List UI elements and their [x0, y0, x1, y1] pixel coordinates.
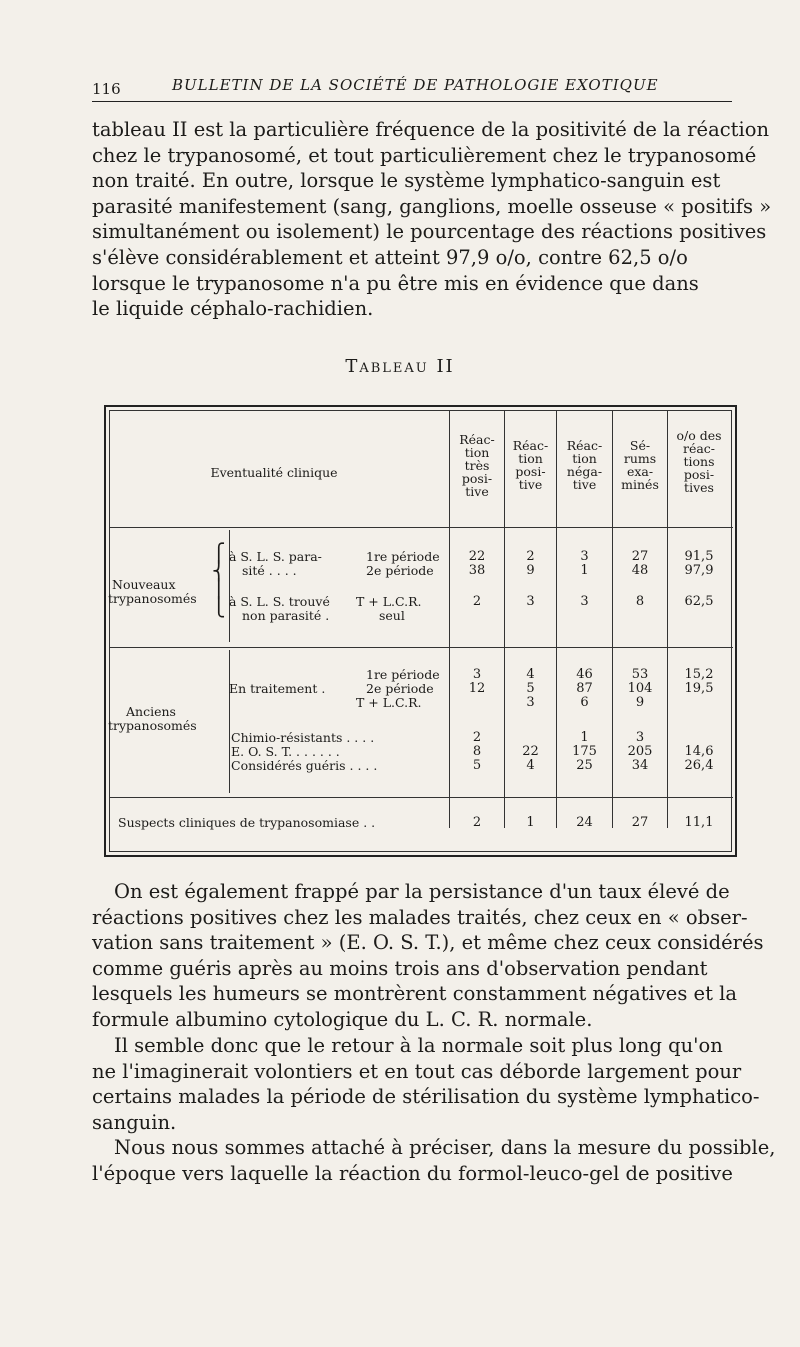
text-line: lorsque le trypanosome n'a pu être mis en évidence que dans [92, 271, 699, 295]
group-anciens-label: Anciens [126, 704, 176, 719]
cell-value: 9 [635, 695, 645, 710]
text-line: réactions positives chez les malades traités, chez ceux en « obser- [92, 905, 748, 929]
header-clinical: Eventualité clinique [210, 465, 338, 480]
text-line: chez le trypanosomé, et tout particulièrement chez le trypanosomé [92, 143, 757, 167]
cell-value: 1 [580, 563, 589, 578]
row-label: sité . . . . [242, 563, 297, 578]
cell-value: 4 [526, 667, 535, 682]
row-label: 2e période [366, 563, 434, 578]
cell-value: 3 [580, 549, 589, 564]
cell-value: 11,1 [684, 815, 714, 830]
cell-value: 12 [468, 681, 486, 696]
cell-value: 6 [580, 695, 589, 710]
row-label-suspects: Suspects cliniques de trypanosomiase . . [118, 815, 376, 830]
cell-value: 27 [631, 815, 649, 830]
cell-value: 1 [580, 730, 589, 745]
cell-value: 27 [631, 549, 649, 564]
cell-value: 3 [635, 730, 645, 745]
row-label: à S. L. S. para- [229, 549, 322, 564]
brace-glyph: ⎧ [212, 543, 226, 564]
row-label: Chimio-résistants . . . . [231, 730, 375, 745]
header-percent: o/o des réac- tions posi- tives [676, 428, 722, 495]
row-label-divider [229, 530, 230, 642]
cell-value: 22 [468, 549, 486, 564]
row-label: à S. L. S. trouvé [229, 594, 330, 609]
group-nouveaux-label: trypanosomés [108, 591, 197, 606]
row-label: T + L.C.R. [356, 695, 422, 710]
row-label: 1re période [366, 549, 440, 564]
paragraph-epoque [92, 1135, 776, 1186]
cell-value: 48 [631, 563, 649, 578]
text-line: simultanément ou isolement) le pourcentage des réactions positives [92, 220, 767, 244]
group-nouveaux-label: Nouveaux [112, 577, 176, 592]
cell-value: 4 [526, 758, 535, 773]
data-table [104, 405, 737, 857]
brace-glyph: ⎨ [212, 561, 226, 582]
text-line: On est également frappé par la persistance d'un taux élevé de [114, 880, 730, 903]
header-examined: Sé- rums exa- minés [621, 438, 659, 492]
text-line: comme guéris après au moins trois ans d'observation pendant [92, 956, 708, 980]
cell-value: 3 [580, 594, 589, 609]
cell-value: 38 [468, 563, 486, 578]
page-number: 116 [92, 80, 121, 98]
row-label: En traitement . [229, 681, 326, 696]
cell-value: 14,6 [684, 744, 714, 759]
cell-value: 8 [472, 744, 482, 759]
text-line: tableau II est la particulière fréquence de la positivité de la réaction [92, 118, 769, 141]
row-label: Considérés guéris . . . . [231, 758, 378, 773]
cell-value: 3 [526, 594, 535, 609]
cell-value: 2 [526, 549, 535, 564]
row-label: non parasité . [242, 608, 330, 623]
cell-value: 2 [472, 594, 482, 609]
cell-value: 1 [526, 815, 535, 830]
cell-value: 3 [472, 667, 482, 682]
cell-value: 2 [472, 815, 482, 830]
group-anciens-label: trypanosomés [108, 718, 197, 733]
cell-value: 5 [472, 758, 482, 773]
row-label: T + L.C.R. [356, 594, 422, 609]
text-line: parasité manifestement (sang, ganglions, moelle osseuse « positifs » [92, 194, 772, 218]
text-line: Nous nous sommes attaché à préciser, dans la mesure du possible, [114, 1136, 776, 1159]
cell-value: 3 [526, 695, 535, 710]
text-line: s'élève considérablement et atteint 97,9 o/o, contre 62,5 o/o [92, 245, 688, 269]
group-separator [110, 797, 733, 798]
cell-value: 62,5 [684, 594, 714, 609]
cell-value: 91,5 [684, 549, 714, 564]
cell-value: 25 [576, 758, 593, 773]
cell-value: 19,5 [684, 681, 714, 696]
header-positive: Réac- tion posi- tive [512, 438, 549, 492]
header-negative: Réac- tion néga- tive [566, 438, 603, 492]
cell-value: 24 [576, 815, 593, 830]
cell-value: 97,9 [684, 563, 714, 578]
group-separator [110, 647, 733, 648]
row-label: seul [379, 608, 405, 623]
text-line: lesquels les humeurs se montrèrent constamment négatives et la [92, 982, 737, 1006]
row-label: E. O. S. T. . . . . . . [231, 744, 340, 759]
cell-value: 104 [627, 681, 653, 696]
cell-value: 87 [576, 681, 593, 696]
cell-value: 5 [526, 681, 535, 696]
table-caption: Tableau II [345, 356, 455, 377]
brace-glyph: ⎪ [212, 579, 226, 600]
header-very-positive: Réac- tion très posi- tive [459, 432, 495, 499]
row-label-divider [229, 650, 230, 793]
text-line: sanguin. [92, 1110, 177, 1134]
row-label: 1re période [366, 667, 440, 682]
cell-value: 22 [522, 744, 539, 759]
text-line: l'époque vers laquelle la réaction du formol-leuco-gel de positive [92, 1161, 733, 1185]
running-title: BULLETIN DE LA SOCIÉTÉ DE PATHOLOGIE EXOTIQUE [172, 76, 659, 94]
intro-paragraph [92, 117, 772, 322]
brace-glyph: ⎩ [212, 597, 226, 618]
text-line: non traité. En outre, lorsque le système lymphatico-sanguin est [92, 169, 721, 193]
paragraph-retour [92, 1033, 760, 1135]
cell-value: 15,2 [684, 667, 714, 682]
cell-value: 9 [526, 563, 535, 578]
cell-value: 205 [627, 744, 653, 759]
cell-value: 175 [572, 744, 597, 759]
text-line: vation sans traitement » (E. O. S. T.), et même chez ceux considérés [92, 931, 764, 955]
text-line: ne l'imaginerait volontiers et en tout cas déborde largement pour [92, 1059, 742, 1083]
text-line: certains malades la période de stérilisation du système lymphatico- [92, 1085, 760, 1109]
header-rule [92, 101, 732, 102]
row-label: 2e période [366, 681, 434, 696]
cell-value: 26,4 [684, 758, 714, 773]
text-line: formule albumino cytologique du L. C. R. normale. [92, 1007, 593, 1031]
header-separator [110, 527, 733, 528]
paragraph-persistence [92, 879, 764, 1033]
cell-value: 34 [631, 758, 649, 773]
cell-value: 8 [635, 594, 645, 609]
cell-value: 53 [631, 667, 649, 682]
cell-value: 46 [576, 667, 593, 682]
text-line: le liquide céphalo-rachidien. [92, 297, 374, 321]
cell-value: 2 [472, 730, 482, 745]
text-line: Il semble donc que le retour à la normale soit plus long qu'on [114, 1034, 723, 1057]
